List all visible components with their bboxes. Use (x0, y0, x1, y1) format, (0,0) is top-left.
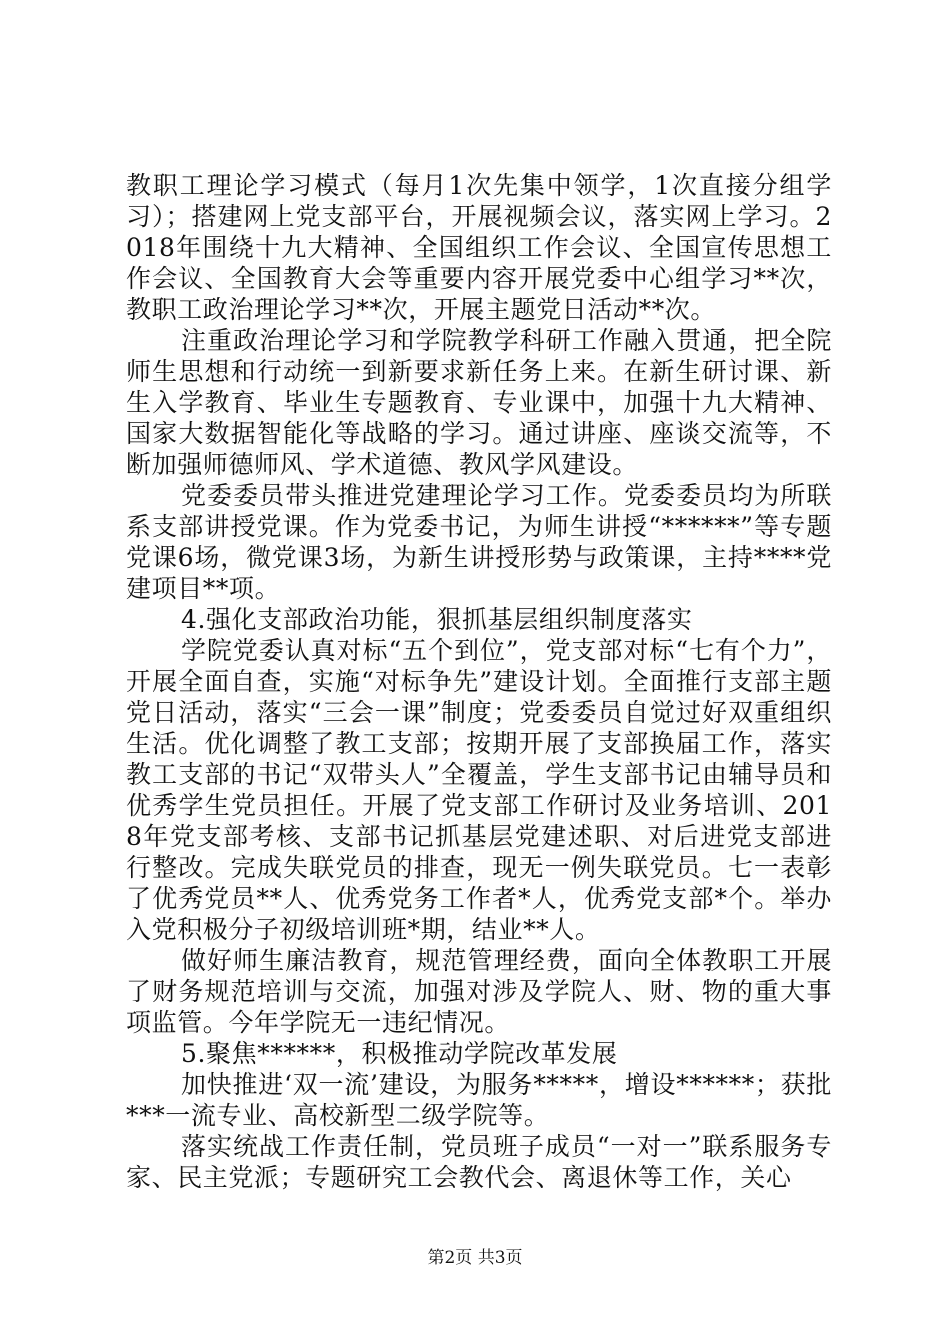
paragraph-committee-lectures: 党委委员带头推进党建理论学习工作。党委委员均为所联系支部讲授党课。作为党委书记，为师生讲授“******”等专题党课6场，微党课3场，为新生讲授形势与政策课，主持****党建项目**项。 (126, 481, 832, 603)
section-heading-5: 5.聚焦******，积极推动学院改革发展 (181, 1039, 618, 1068)
paragraph-study-mode: 教职工理论学习模式（每月1次先集中领学，1次直接分组学习）；搭建网上党支部平台，开展视频会议，落实网上学习。2018年围绕十九大精神、全国组织工作会议、全国宣传思想工作会议、全国教育大会等重要内容开展党委中心组学习**次，教职工政治理论学习**次，开展主题党日活动**次。 (126, 171, 832, 324)
paragraph-double-first-class: 加快推进‘双一流’建设，为服务*****，增设******；获批***一流专业、高校新型二级学院等。 (126, 1070, 832, 1130)
paragraph-branch-standards: 学院党委认真对标“五个到位”，党支部对标“七有个力”，开展全面自查，实施“对标争先”建设计划。全面推行支部主题党日活动，落实“三会一课”制度；党委委员自觉过好双重组织生活。优化调整了教工支部；按期开展了支部换届工作，落实教工支部的书记“双带头人”全覆盖，学生支部书记由辅导员和优秀学生党员担任。开展了党支部工作研讨及业务培训、2018年党支部考核、支部书记抓基层党建述职、对后进党支部进行整改。完成失联党员的排查，现无一例失联党员。七一表彰了优秀党员**人、优秀党务工作者*人，优秀党支部*个。举办入党积极分子初级培训班*期，结业**人。 (126, 636, 832, 944)
paragraph-theory-integration: 注重政治理论学习和学院教学科研工作融入贯通，把全院师生思想和行动统一到新要求新任务上来。在新生研讨课、新生入学教育、毕业生专题教育、专业课中，加强十九大精神、国家大数据智能化等战略的学习。通过讲座、座谈交流等，不断加强师德师风、学术道德、教风学风建设。 (126, 326, 832, 479)
paragraph-integrity-education: 做好师生廉洁教育，规范管理经费，面向全体教职工开展了财务规范培训与交流，加强对涉及学院人、财、物的重大事项监管。今年学院无一违纪情况。 (126, 946, 832, 1037)
section-heading-4: 4.强化支部政治功能，狠抓基层组织制度落实 (181, 605, 693, 634)
page-number-footer: 第2页 共3页 (427, 1248, 523, 1268)
document-body (126, 170, 832, 1193)
paragraph-united-front: 落实统战工作责任制，党员班子成员“一对一”联系服务专家、民主党派；专题研究工会教代会、离退休等工作，关心 (126, 1132, 832, 1192)
